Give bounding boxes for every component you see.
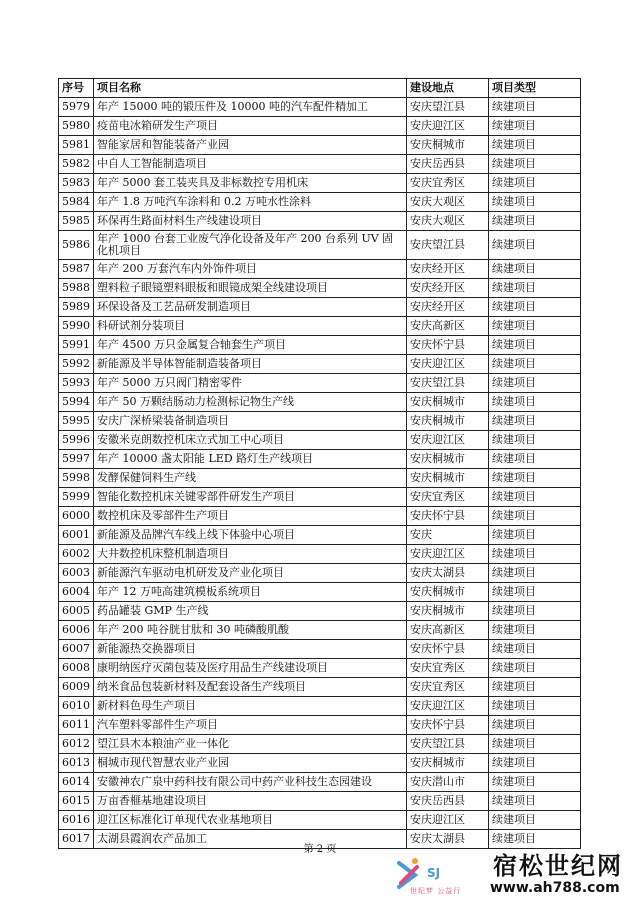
table-row — [59, 659, 581, 678]
cell-serial: 6008 — [59, 659, 94, 678]
cell-serial: 6012 — [59, 735, 94, 754]
cell-location: 安庆经开区 — [407, 279, 489, 298]
cell-project-type: 续建项目 — [489, 212, 581, 231]
cell-project-type: 续建项目 — [489, 716, 581, 735]
cell-project-name: 纳米食品包装新材料及配套设备生产线项目 — [94, 678, 407, 697]
cell-location: 安庆潜山市 — [407, 773, 489, 792]
cell-location: 安庆桐城市 — [407, 393, 489, 412]
table-row — [59, 298, 581, 317]
cell-location: 安庆怀宁县 — [407, 336, 489, 355]
project-table — [58, 78, 581, 849]
cell-location: 安庆怀宁县 — [407, 716, 489, 735]
cell-project-type: 续建项目 — [489, 735, 581, 754]
cell-serial: 5996 — [59, 431, 94, 450]
cell-serial: 6002 — [59, 545, 94, 564]
cell-project-name: 安徽米克朗数控机床立式加工中心项目 — [94, 431, 407, 450]
table-row — [59, 231, 581, 260]
table-row — [59, 317, 581, 336]
cell-location: 安庆桐城市 — [407, 469, 489, 488]
table-row — [59, 355, 581, 374]
cell-location: 安庆迎江区 — [407, 355, 489, 374]
cell-project-name: 年产 50 万颗结肠动力检测标记物生产线 — [94, 393, 407, 412]
cell-serial: 6003 — [59, 564, 94, 583]
table-row — [59, 507, 581, 526]
cell-project-type: 续建项目 — [489, 412, 581, 431]
cell-project-type: 续建项目 — [489, 231, 581, 260]
cell-serial: 5982 — [59, 155, 94, 174]
cell-project-type: 续建项目 — [489, 659, 581, 678]
cell-serial: 5994 — [59, 393, 94, 412]
cell-project-name: 汽车塑料零部件生产项目 — [94, 716, 407, 735]
table-row — [59, 621, 581, 640]
cell-project-name: 年产 4500 万只金属复合轴套生产项目 — [94, 336, 407, 355]
cell-location: 安庆桐城市 — [407, 602, 489, 621]
cell-project-name: 新能源热交换器项目 — [94, 640, 407, 659]
watermark-url: www.ah788.com — [490, 880, 620, 896]
cell-serial: 5997 — [59, 450, 94, 469]
table-row — [59, 792, 581, 811]
table-row — [59, 488, 581, 507]
cell-project-name: 新材料色母生产项目 — [94, 697, 407, 716]
cell-serial: 6013 — [59, 754, 94, 773]
cell-location: 安庆迎江区 — [407, 431, 489, 450]
table-row — [59, 716, 581, 735]
cell-location: 安庆大观区 — [407, 193, 489, 212]
cell-serial: 6004 — [59, 583, 94, 602]
table-row — [59, 374, 581, 393]
cell-project-name: 桐城市现代智慧农业产业园 — [94, 754, 407, 773]
cell-serial: 6016 — [59, 811, 94, 830]
cell-serial: 6005 — [59, 602, 94, 621]
table-row — [59, 811, 581, 830]
cell-serial: 5989 — [59, 298, 94, 317]
cell-project-name: 药品罐装 GMP 生产线 — [94, 602, 407, 621]
cell-project-name: 年产 15000 吨的锻压件及 10000 吨的汽车配件精加工 — [94, 98, 407, 117]
header-serial: 序号 — [59, 79, 94, 98]
table-row — [59, 602, 581, 621]
cell-project-type: 续建项目 — [489, 98, 581, 117]
cell-project-name: 安庆广深桥梁装备制造项目 — [94, 412, 407, 431]
cell-project-type: 续建项目 — [489, 488, 581, 507]
cell-project-type: 续建项目 — [489, 155, 581, 174]
cell-project-name: 发酵保健饲料生产线 — [94, 469, 407, 488]
cell-serial: 6001 — [59, 526, 94, 545]
cell-project-name: 年产 5000 万只阀门精密零件 — [94, 374, 407, 393]
cell-project-type: 续建项目 — [489, 792, 581, 811]
table-row — [59, 450, 581, 469]
cell-location: 安庆高新区 — [407, 317, 489, 336]
cell-project-type: 续建项目 — [489, 374, 581, 393]
cell-project-name: 大井数控机床整机制造项目 — [94, 545, 407, 564]
cell-project-type: 续建项目 — [489, 773, 581, 792]
cell-project-name: 年产 12 万吨高建筑模板系统项目 — [94, 583, 407, 602]
cell-location: 安庆望江县 — [407, 98, 489, 117]
cell-project-type: 续建项目 — [489, 811, 581, 830]
cell-serial: 5988 — [59, 279, 94, 298]
cell-project-type: 续建项目 — [489, 830, 581, 849]
cell-project-name: 数控机床及零部件生产项目 — [94, 507, 407, 526]
cell-serial: 5993 — [59, 374, 94, 393]
table-row — [59, 735, 581, 754]
cell-project-type: 续建项目 — [489, 336, 581, 355]
cell-serial: 6007 — [59, 640, 94, 659]
cell-project-name: 万亩香榧基地建设项目 — [94, 792, 407, 811]
table-row — [59, 136, 581, 155]
cell-location: 安庆宜秀区 — [407, 488, 489, 507]
cell-project-name: 年产 200 吨谷胱甘肽和 30 吨磷酸肌酸 — [94, 621, 407, 640]
cell-project-name: 环保设备及工艺品研发制造项目 — [94, 298, 407, 317]
cell-serial: 5979 — [59, 98, 94, 117]
cell-project-name: 迎江区标准化订单现代农业基地项目 — [94, 811, 407, 830]
cell-project-name: 智能家居和智能装备产业园 — [94, 136, 407, 155]
cell-project-name: 智能化数控机床关键零部件研发生产项目 — [94, 488, 407, 507]
cell-location: 安庆桐城市 — [407, 450, 489, 469]
table-row — [59, 773, 581, 792]
cell-project-type: 续建项目 — [489, 564, 581, 583]
header-project-type: 项目类型 — [489, 79, 581, 98]
cell-serial: 6000 — [59, 507, 94, 526]
cell-project-name: 康明纳医疗灭菌包装及医疗用品生产线建设项目 — [94, 659, 407, 678]
cell-serial: 6010 — [59, 697, 94, 716]
table-row — [59, 583, 581, 602]
cell-location: 安庆望江县 — [407, 231, 489, 260]
cell-location: 安庆经开区 — [407, 260, 489, 279]
cell-serial: 6006 — [59, 621, 94, 640]
cell-serial: 5998 — [59, 469, 94, 488]
cell-serial: 6011 — [59, 716, 94, 735]
cell-location: 安庆迎江区 — [407, 697, 489, 716]
cell-project-type: 续建项目 — [489, 450, 581, 469]
cell-serial: 5992 — [59, 355, 94, 374]
table-row — [59, 526, 581, 545]
cell-serial: 5995 — [59, 412, 94, 431]
cell-serial: 5987 — [59, 260, 94, 279]
table-row — [59, 336, 581, 355]
cell-project-type: 续建项目 — [489, 279, 581, 298]
cell-project-type: 续建项目 — [489, 621, 581, 640]
cell-project-type: 续建项目 — [489, 507, 581, 526]
cell-project-name: 新能源汽车驱动电机研发及产业化项目 — [94, 564, 407, 583]
cell-project-name: 环保再生路面材料生产线建设项目 — [94, 212, 407, 231]
cell-serial: 5991 — [59, 336, 94, 355]
cell-project-name: 年产 1.8 万吨汽车涂料和 0.2 万吨水性涂料 — [94, 193, 407, 212]
cell-location: 安庆高新区 — [407, 621, 489, 640]
cell-location: 安庆迎江区 — [407, 117, 489, 136]
cell-location: 安庆望江县 — [407, 374, 489, 393]
table-row — [59, 98, 581, 117]
cell-location: 安庆岳西县 — [407, 792, 489, 811]
cell-project-type: 续建项目 — [489, 355, 581, 374]
table-row — [59, 678, 581, 697]
table-row — [59, 640, 581, 659]
header-location: 建设地点 — [407, 79, 489, 98]
watermark-site-name: 宿松世纪网 — [493, 852, 623, 880]
cell-project-name: 新能源及半导体智能制造装备项目 — [94, 355, 407, 374]
cell-project-type: 续建项目 — [489, 393, 581, 412]
watermark-slogan: 世纪梦 公益行 — [410, 887, 462, 895]
table-row — [59, 279, 581, 298]
cell-project-type: 续建项目 — [489, 602, 581, 621]
cell-serial: 6015 — [59, 792, 94, 811]
cell-location: 安庆宜秀区 — [407, 678, 489, 697]
cell-serial: 5990 — [59, 317, 94, 336]
cell-location: 安庆经开区 — [407, 298, 489, 317]
table-row — [59, 754, 581, 773]
cell-project-type: 续建项目 — [489, 640, 581, 659]
cell-project-name: 太湖县霞润农产品加工 — [94, 830, 407, 849]
cell-project-type: 续建项目 — [489, 583, 581, 602]
cell-project-type: 续建项目 — [489, 754, 581, 773]
cell-location: 安庆岳西县 — [407, 155, 489, 174]
cell-location: 安庆怀宁县 — [407, 507, 489, 526]
cell-project-name: 新能源及品牌汽车线上线下体验中心项目 — [94, 526, 407, 545]
page-number: 第 2 页 — [303, 844, 337, 855]
cell-location: 安庆宜秀区 — [407, 659, 489, 678]
cell-project-type: 续建项目 — [489, 545, 581, 564]
cell-location: 安庆 — [407, 526, 489, 545]
cell-serial: 5986 — [59, 231, 94, 260]
cell-location: 安庆太湖县 — [407, 830, 489, 849]
cell-project-type: 续建项目 — [489, 117, 581, 136]
cell-project-type: 续建项目 — [489, 526, 581, 545]
cell-project-type: 续建项目 — [489, 431, 581, 450]
cell-location: 安庆桐城市 — [407, 412, 489, 431]
cell-project-name: 年产 5000 套工装夹具及非标数控专用机床 — [94, 174, 407, 193]
table-row — [59, 193, 581, 212]
cell-project-type: 续建项目 — [489, 317, 581, 336]
cell-serial: 6009 — [59, 678, 94, 697]
cell-serial: 5984 — [59, 193, 94, 212]
cell-project-type: 续建项目 — [489, 174, 581, 193]
cell-project-name: 望江县木本粮油产业一体化 — [94, 735, 407, 754]
project-table-container — [58, 78, 580, 849]
cell-location: 安庆望江县 — [407, 735, 489, 754]
cell-project-type: 续建项目 — [489, 136, 581, 155]
cell-serial: 5999 — [59, 488, 94, 507]
table-row — [59, 431, 581, 450]
cell-project-type: 续建项目 — [489, 469, 581, 488]
cell-project-name: 年产 1000 台套工业废气净化设备及年产 200 台系列 UV 固化机项目 — [94, 231, 407, 260]
cell-project-name: 塑料粒子眼镜塑料眼板和眼镜成架全线建设项目 — [94, 279, 407, 298]
cell-project-type: 续建项目 — [489, 298, 581, 317]
table-row — [59, 212, 581, 231]
table-header-row — [59, 79, 581, 98]
header-project-name: 项目名称 — [94, 79, 407, 98]
cell-project-type: 续建项目 — [489, 260, 581, 279]
table-row — [59, 174, 581, 193]
cell-location: 安庆大观区 — [407, 212, 489, 231]
table-row — [59, 412, 581, 431]
table-row — [59, 117, 581, 136]
table-row — [59, 393, 581, 412]
logo-text: SJ — [427, 866, 441, 880]
cell-location: 安庆怀宁县 — [407, 640, 489, 659]
cell-location: 安庆迎江区 — [407, 811, 489, 830]
cell-project-name: 科研试剂分装项目 — [94, 317, 407, 336]
cell-serial: 5983 — [59, 174, 94, 193]
cell-project-type: 续建项目 — [489, 697, 581, 716]
cell-location: 安庆太湖县 — [407, 564, 489, 583]
table-row — [59, 545, 581, 564]
cell-project-name: 年产 200 万套汽车内外饰件项目 — [94, 260, 407, 279]
cell-location: 安庆桐城市 — [407, 583, 489, 602]
table-row — [59, 260, 581, 279]
cell-project-name: 年产 10000 盏太阳能 LED 路灯生产线项目 — [94, 450, 407, 469]
cell-project-name: 中自人工智能制造项目 — [94, 155, 407, 174]
cell-serial: 5985 — [59, 212, 94, 231]
cell-serial: 6017 — [59, 830, 94, 849]
table-row — [59, 697, 581, 716]
cell-location: 安庆迎江区 — [407, 545, 489, 564]
cell-serial: 6014 — [59, 773, 94, 792]
table-row — [59, 155, 581, 174]
cell-project-type: 续建项目 — [489, 193, 581, 212]
cell-location: 安庆桐城市 — [407, 754, 489, 773]
cell-location: 安庆桐城市 — [407, 136, 489, 155]
cell-serial: 5980 — [59, 117, 94, 136]
cell-project-type: 续建项目 — [489, 678, 581, 697]
cell-location: 安庆宜秀区 — [407, 174, 489, 193]
table-row — [59, 564, 581, 583]
cell-project-name: 疫苗电冰箱研发生产项目 — [94, 117, 407, 136]
table-row — [59, 469, 581, 488]
cell-serial: 5981 — [59, 136, 94, 155]
cell-project-name: 安徽神农广泉中药科技有限公司中药产业科技生态园建设 — [94, 773, 407, 792]
